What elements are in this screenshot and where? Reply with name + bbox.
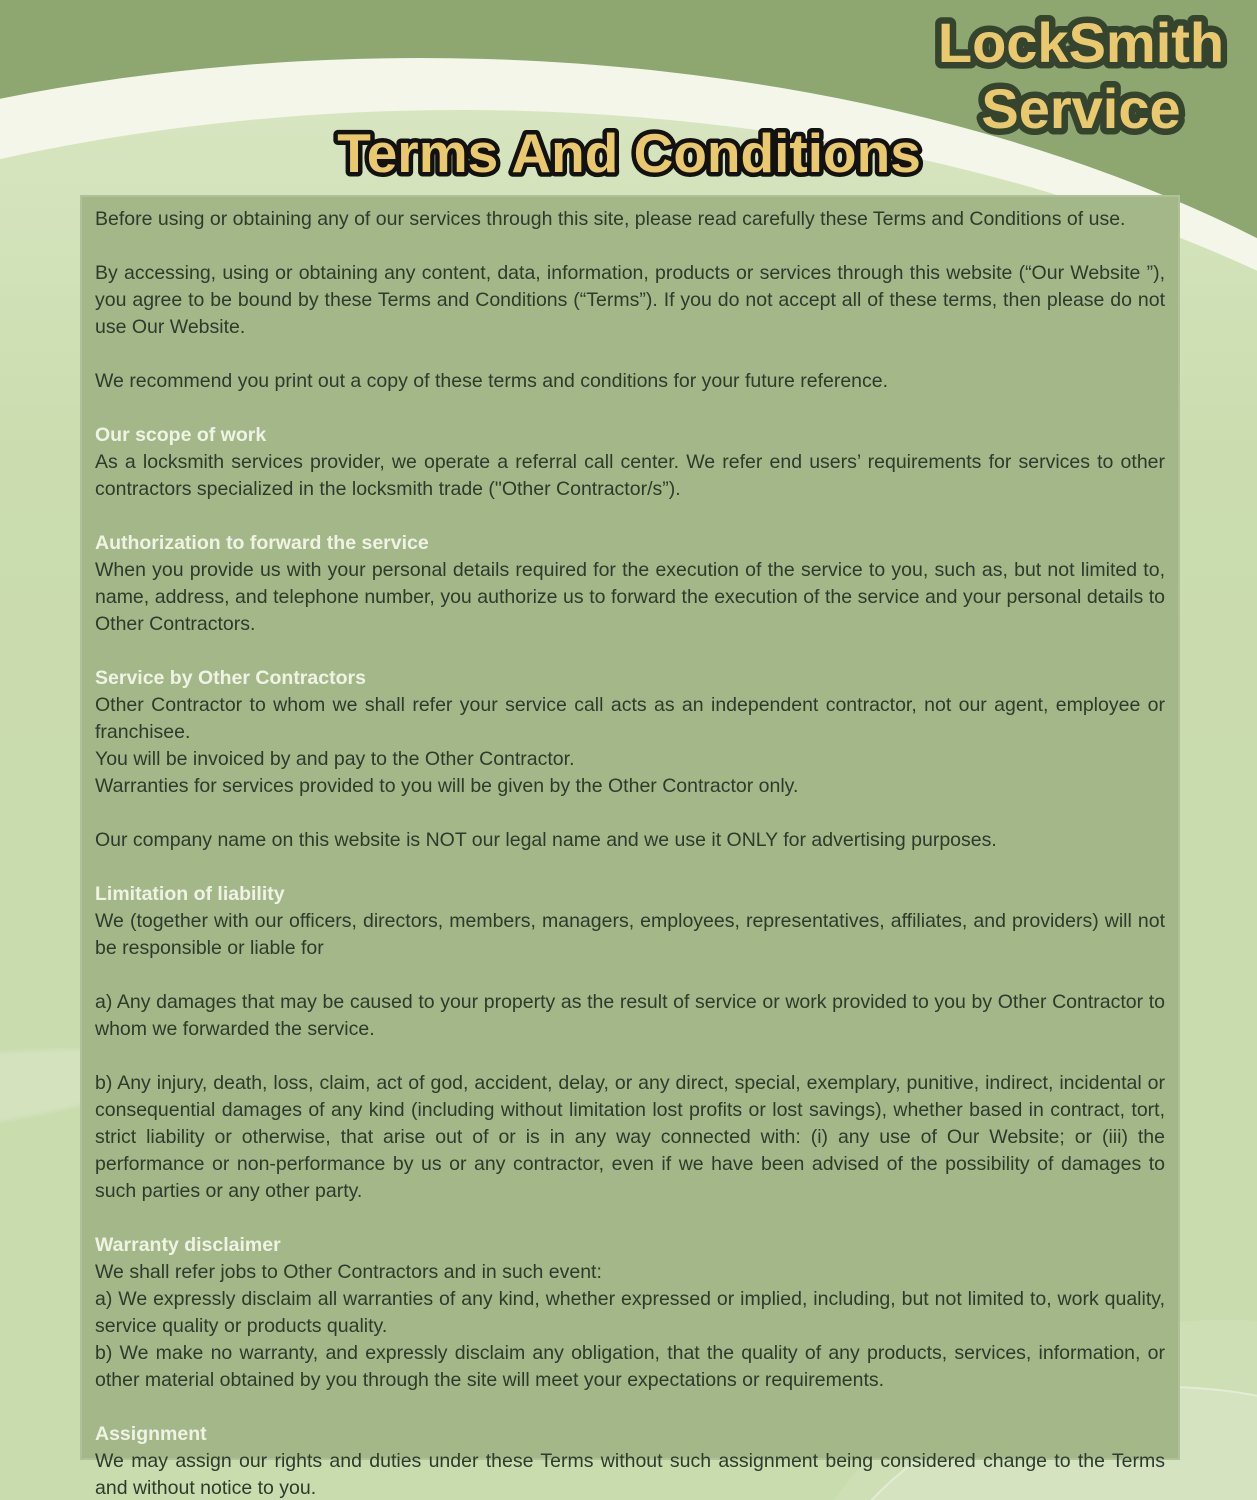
page-title bbox=[0, 114, 1257, 192]
logo-line-1: LockSmith bbox=[937, 11, 1225, 74]
terms-paragraph: a) Any damages that may be caused to your property as the result of service or work provided to you by Other Contractor to whom we forwarded the service. bbox=[95, 991, 1165, 1040]
terms-paragraph: When you provide us with your personal details required for the execution of the service to you, such as, but not limited to, name, address, and telephone number, you authorize us to forward the execution of the service and your personal details to Other Contractors. bbox=[95, 559, 1165, 635]
section-heading: Authorization to forward the service bbox=[95, 532, 429, 554]
terms-paragraph: a) We expressly disclaim all warranties of any kind, whether expressed or implied, including, but not limited to, work quality, service quality or products quality. bbox=[95, 1288, 1165, 1337]
terms-paragraph: Before using or obtaining any of our services through this site, please read carefully these Terms and Conditions of use. bbox=[95, 208, 1126, 230]
section-heading: Our scope of work bbox=[95, 424, 267, 446]
logo-line-2: Service bbox=[981, 77, 1181, 140]
paragraph-gap bbox=[95, 638, 1165, 665]
paragraph-gap bbox=[95, 1394, 1165, 1421]
terms-content bbox=[80, 195, 1180, 1499]
paragraph-gap bbox=[95, 854, 1165, 881]
paragraph-gap bbox=[95, 341, 1165, 368]
page-title-graphic bbox=[279, 114, 979, 192]
terms-paragraph: Warranties for services provided to you will be given by the Other Contractor only. bbox=[95, 775, 799, 797]
terms-paragraph: You will be invoiced by and pay to the Other Contractor. bbox=[95, 748, 575, 770]
terms-paragraph: Our company name on this website is NOT our legal name and we use it ONLY for advertising purposes. bbox=[95, 829, 997, 851]
terms-paragraph: As a locksmith services provider, we operate a referral call center. We refer end users’ requirements for services to other contractors specialized in the locksmith trade ("Other Contractor/s”). bbox=[95, 451, 1165, 500]
terms-paragraph: Other Contractor to whom we shall refer your service call acts as an independent contractor, not our agent, employee or franchisee. bbox=[95, 694, 1165, 743]
paragraph-gap bbox=[95, 800, 1165, 827]
paragraph-gap bbox=[95, 1043, 1165, 1070]
terms-paragraph: We recommend you print out a copy of these terms and conditions for your future reference. bbox=[95, 370, 889, 392]
section-heading: Limitation of liability bbox=[95, 883, 285, 905]
terms-paragraph: We shall refer jobs to Other Contractors and in such event: bbox=[95, 1261, 602, 1283]
paragraph-gap bbox=[95, 962, 1165, 989]
terms-paragraph: b) Any injury, death, loss, claim, act of god, accident, delay, or any direct, special, exemplary, punitive, indirect, incidental or consequential damages of any kind (including without limitation lost profits or lost savings), whether based in contract, tort, strict liability or otherwise, that arise out of or is in any way connected with: (i) any use of Our Website; or (iii) the performance or non-performance by us or any contractor, even if we have been advised of the possibility of damages to such parties or any other party. bbox=[95, 1072, 1165, 1202]
section-heading: Warranty disclaimer bbox=[95, 1234, 281, 1256]
section-heading: Assignment bbox=[95, 1423, 207, 1445]
terms-paragraph: We (together with our officers, directors, members, managers, employees, representatives, affiliates, and providers) will not be responsible or liable for bbox=[95, 910, 1165, 959]
terms-paragraph: We may assign our rights and duties under these Terms without such assignment being considered change to the Terms and without notice to you. bbox=[95, 1450, 1165, 1499]
terms-paragraph: b) We make no warranty, and expressly disclaim any obligation, that the quality of any products, services, information, or other material obtained by you through the site will meet your expectations or requirements. bbox=[95, 1342, 1165, 1391]
section-heading: Service by Other Contractors bbox=[95, 667, 366, 689]
paragraph-gap bbox=[95, 503, 1165, 530]
paragraph-gap bbox=[95, 233, 1165, 260]
terms-paragraph: By accessing, using or obtaining any content, data, information, products or services through this website (“Our Website ”), you agree to be bound by these Terms and Conditions (“Terms”). If you do not accept all of these terms, then please do not use Our Website. bbox=[95, 262, 1165, 338]
page-title-text: Terms And Conditions bbox=[336, 122, 921, 184]
paragraph-gap bbox=[95, 395, 1165, 422]
paragraph-gap bbox=[95, 1205, 1165, 1232]
